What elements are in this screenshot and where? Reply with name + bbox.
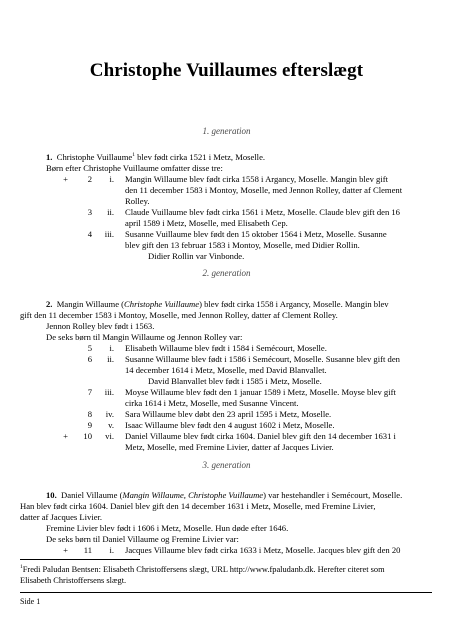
person-number: 2.: [46, 299, 53, 309]
ancestry-alias: Christophe Vuillaume: [124, 299, 200, 309]
footnote-ref: 1: [132, 152, 135, 159]
child-text-line: den 11 december 1583 i Montoy, Moselle, med Jennon Rolley, datter af Clement: [125, 185, 403, 195]
child-number: 4: [87, 229, 92, 239]
child-text-line: Susanne Willaume blev født i 1586 i Semécourt, Moselle. Susanne blev gift den: [125, 354, 400, 364]
person-details-line: gift den 11 december 1583 i Montoy, Moselle, med Jennon Rolley, datter af Clement Rolley.: [20, 310, 338, 320]
person-number: 1.: [46, 152, 53, 162]
person-10-heading: 10. Daniel Villaume (Mangin Willaume, Christophe Vuillaume) var hestehandler i Semécourt, Moselle.: [46, 490, 403, 500]
spouse-note: Fremine Livier blev født i 1606 i Metz, Moselle. Hun døde efter 1646.: [46, 523, 289, 533]
child-number: 3: [87, 207, 92, 217]
child-number: 2: [87, 174, 92, 184]
child-roman: v.: [108, 420, 114, 430]
page-title: Christophe Vuillaumes efterslægt: [89, 60, 364, 81]
child-roman: ii.: [107, 207, 114, 217]
child-roman: i.: [109, 174, 114, 184]
person-details-line: datter af Jacques Livier.: [20, 512, 103, 522]
child-roman: ii.: [107, 354, 114, 364]
child-number: 11: [83, 545, 92, 555]
child-text-line: Daniel Villaume blev født cirka 1604. Daniel blev gift den 14 december 1631 i: [125, 431, 396, 441]
child-number: 7: [87, 387, 92, 397]
footnote-line: Elisabeth Christoffersens slægt.: [20, 576, 127, 585]
footnote-text: Fredi Paludan Bentsen: Elisabeth Christoffersens slægt, URL http://www.fpaludanb.dk. Herefter citeret som: [22, 565, 385, 574]
page-number: Side 1: [20, 597, 41, 606]
generation-heading-2: 2. generation: [202, 268, 251, 278]
descendant-marker: +: [63, 545, 68, 555]
child-roman: iv.: [105, 409, 114, 419]
child-roman: i.: [109, 545, 114, 555]
descendant-marker: +: [63, 431, 68, 441]
child-text-line: Mangin Willaume blev født cirka 1558 i Argancy, Moselle. Mangin blev gift: [125, 174, 388, 184]
child-text-line: Rolley.: [125, 196, 150, 206]
child-text-line: Jacques Villaume blev født cirka 1633 i Metz, Moselle. Jacques blev gift den 20: [125, 545, 401, 555]
child-text-line: Sara Willaume blev døbt den 23 april 1595 i Metz, Moselle.: [125, 409, 332, 419]
person-number: 10.: [46, 490, 57, 500]
child-roman: iii.: [104, 229, 114, 239]
child-number: 5: [87, 343, 92, 353]
child-text-line: Metz, Moselle, med Fremine Livier, datter af Jacques Livier.: [125, 442, 334, 452]
spouse-note: Didier Rollin var Vinbonde.: [148, 251, 245, 261]
ancestry-alias: Mangin Willaume, Christophe Vuillaume: [122, 490, 264, 500]
descendant-marker: +: [63, 174, 68, 184]
person-1-heading: [46, 152, 265, 163]
child-roman: vi.: [105, 431, 114, 441]
children-intro: De seks børn til Daniel Villaume og Fremine Livier var:: [46, 534, 239, 544]
child-text-line: Isaac Willaume blev født den 4 august 1602 i Metz, Moselle.: [125, 420, 335, 430]
children-intro: Børn efter Christophe Vuillaume omfatter disse tre:: [46, 163, 223, 173]
child-text-line: Susanne Vuillaume blev født den 15 oktober 1564 i Metz, Moselle. Susanne: [125, 229, 387, 239]
footnote-marker: 1: [20, 564, 23, 571]
spouse-note: Jennon Rolley blev født i 1563.: [46, 321, 155, 331]
person-details: ) blev født cirka 1558 i Argancy, Moselle. Mangin blev: [199, 299, 389, 309]
footnote-divider: [20, 559, 140, 560]
child-number: 10: [83, 431, 92, 441]
child-text-line: Moyse Willaume blev født den 1 januar 1589 i Metz, Moselle. Moyse blev gift: [125, 387, 396, 397]
footnote-line: [20, 564, 385, 575]
child-text-line: april 1589 i Metz, Moselle, med Elisabeth Cep.: [125, 218, 288, 228]
child-number: 8: [87, 409, 92, 419]
person-details: blev født cirka 1521 i Metz, Moselle.: [134, 152, 266, 162]
child-number: 9: [87, 420, 92, 430]
footer-divider: [20, 592, 432, 593]
generation-heading-1: 1. generation: [202, 126, 251, 136]
spouse-note: David Blanvallet blev født i 1585 i Metz, Moselle.: [148, 376, 322, 386]
children-intro: De seks børn til Mangin Willaume og Jennon Rolley var:: [46, 332, 243, 342]
child-text-line: Claude Vuillaume blev født cirka 1561 i Metz, Moselle. Claude blev gift den 16: [125, 207, 400, 217]
person-2-heading: 2. Mangin Willaume (Christophe Vuillaume) blev født cirka 1558 i Argancy, Moselle. Mangin blev: [46, 299, 389, 309]
child-text-line: blev gift den 13 februar 1583 i Montoy, Moselle, med Didier Rollin.: [125, 240, 360, 250]
child-text-line: 14 december 1614 i Metz, Moselle, med David Blanvallet.: [125, 365, 327, 375]
child-text-line: Elisabeth Willaume blev født i 1584 i Semécourt, Moselle.: [125, 343, 327, 353]
person-name: Daniel Villaume: [61, 490, 118, 500]
person-name: Mangin Willaume: [56, 299, 120, 309]
child-number: 6: [87, 354, 92, 364]
child-text-line: cirka 1614 i Metz, Moselle, med Susanne Vincent.: [125, 398, 299, 408]
child-roman: i.: [109, 343, 114, 353]
person-details: ) var hestehandler i Semécourt, Moselle.: [263, 490, 403, 500]
child-roman: iii.: [104, 387, 114, 397]
generation-heading-3: 3. generation: [202, 460, 251, 470]
person-details-line: Han blev født cirka 1604. Daniel blev gift den 14 december 1631 i Metz, Moselle, med Fremine Livier,: [20, 501, 376, 511]
person-name: Christophe Vuillaume: [56, 152, 133, 162]
